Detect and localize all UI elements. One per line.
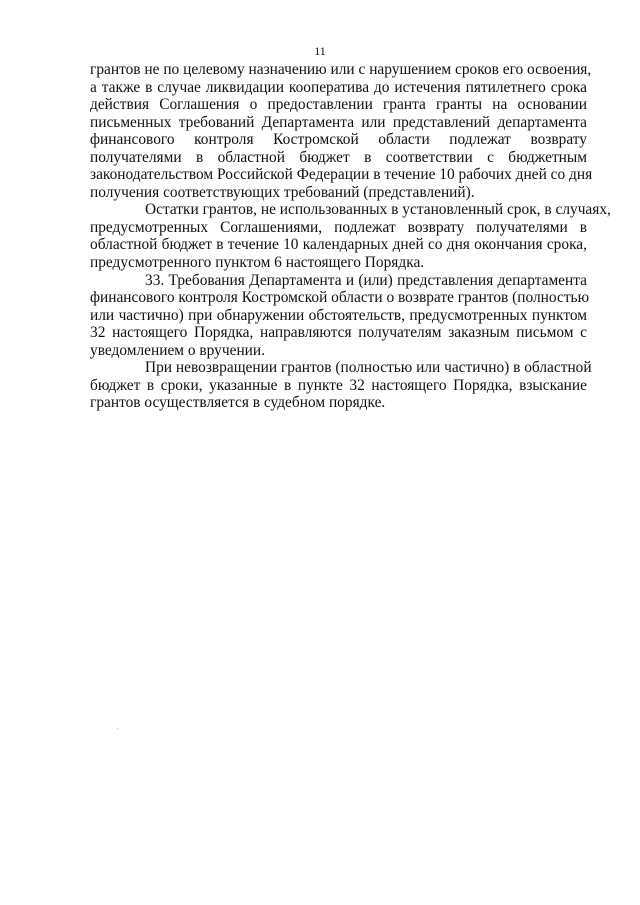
text-line: а также в случае ликвидации кооператива до истечения пятилетнего срока: [90, 78, 587, 96]
text-line: 33. Требования Департамента и (или) представления департамента: [145, 271, 587, 289]
paragraph-court-recovery: [90, 359, 592, 412]
text-line: финансового контроля Костромской области о возврате грантов (полностью: [90, 289, 590, 307]
text-line: 32 настоящего Порядка, направляются получателям заказным письмом с: [90, 324, 587, 342]
text-line: получателями в областной бюджет в соответствии с бюджетным: [90, 148, 587, 166]
text-line: областной бюджет в течение 10 календарных дней со дня окончания срока,: [90, 236, 587, 254]
text-line: бюджет в сроки, указанные в пункте 32 настоящего Порядка, взыскание: [90, 376, 587, 394]
paragraph-unused-grants: [90, 201, 611, 272]
text-line: финансового контроля Костромской области подлежат возврату: [90, 131, 587, 149]
text-line: получения соответствующих требований (представлений).: [90, 183, 475, 201]
text-line: или частично) при обнаружении обстоятельств, предусмотренных пунктом: [90, 306, 587, 324]
text-line: грантов не по целевому назначению или с нарушением сроков его освоения,: [90, 61, 592, 78]
text-line: письменных требований Департамента или представлений департамента: [90, 113, 587, 131]
text-line: Остатки грантов, не использованных в установленный срок, в случаях,: [145, 201, 611, 219]
text-line: уведомлением о вручении.: [90, 341, 266, 359]
page-number: 11: [314, 44, 326, 58]
text-line: грантов осуществляется в судебном порядке.: [90, 394, 386, 412]
text-line: При невозвращении грантов (полностью или частично) в областной: [145, 359, 592, 377]
paragraph-item-33: [90, 271, 590, 360]
document-body: [90, 61, 611, 412]
text-line: законодательством Российской Федерации в течение 10 рабочих дней со дня: [90, 166, 593, 184]
paragraph-grant-return: [90, 61, 593, 201]
text-line: предусмотренного пунктом 6 настоящего Порядка.: [90, 254, 425, 272]
scan-speck: [117, 728, 118, 729]
text-line: действия Соглашения о предоставлении гранта гранты на основании: [90, 96, 587, 114]
text-line: предусмотренных Соглашениями, подлежат возврату получателями в: [90, 218, 587, 236]
